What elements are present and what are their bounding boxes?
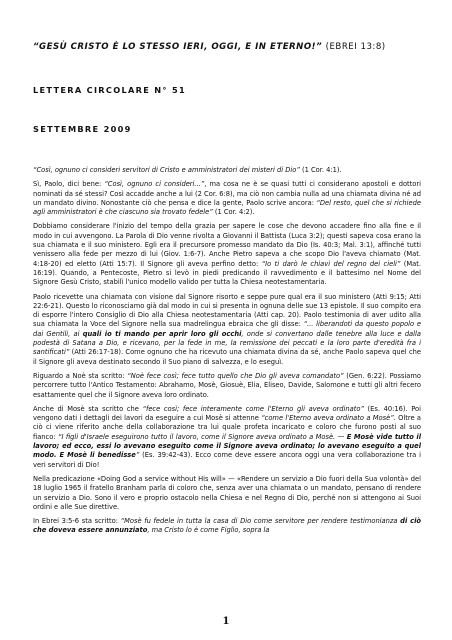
quoted-scripture: “fece così; fece interamente come l'Eterno gli aveva ordinato” <box>142 404 364 413</box>
quoted-scripture: “Così, ognuno ci consideri...” <box>104 180 205 189</box>
paragraph-text: (1 Cor. 4:2). <box>212 208 255 217</box>
body-paragraph <box>33 293 421 367</box>
paragraph-text: Riguardo a Noè sta scritto: <box>33 371 128 380</box>
paragraph-text: Nella predicazione «Doing God a service without His will» — «Rendere un servizio a Dio fuori della Sua volontà» del 18 luglio 1965 il fratello Branham parla di coloro che, senza aver una chiamata o un mandato, pensano di rendere un servizio a Dio. Sono il vero e proprio ostacolo nella Chiesa e nel Regno di Dio, perché non si attengono ai Suoi ordini e alle Sue direttive. <box>33 474 421 511</box>
page-number: 1 <box>222 616 230 627</box>
paragraph-text: (1 Cor. 4:1). <box>299 166 342 174</box>
document-title <box>33 42 423 52</box>
body-paragraph <box>33 405 421 470</box>
quoted-scripture: di ciò che doveva essere annunziato <box>33 517 421 535</box>
paragraph-text: In Ebrei 3:5-6 sta scritto: <box>33 517 121 526</box>
paragraph-text: Dobbiamo considerare l'inizio del tempo della grazia per sapere le cose che devono accadere fino alla fine e il modo in cui avvengono. La Parola di Dio venne rivolta a Giovanni il Battista (Luca 3:2); questi sapeva cosa erano la sua chiamata e il suo ministero. Egli era il precursore promesso mandato da Dio (Is. 40:3; Mal. 3:1), affinché tutti venissero alla fede per mezzo di lui (Giov. 1:6-7). Anche Pietro sapeva a che scopo Dio l'aveva chiamato (Mat. 4:18-20) ed eletto (Atti 15:7). Il Signore gli aveva perfino detto: <box>33 222 421 268</box>
quoted-scripture: “Mosè fu fedele in tutta la casa di Dio come servitore per rendere testimonianza <box>120 517 401 526</box>
body-paragraph <box>33 517 421 536</box>
quoted-scripture: “Noè fece così; fece tutto quello che Dio gli aveva comandato” <box>127 371 344 380</box>
paragraph-text: , ma cosa ne è se quasi tutti ci considerano apostoli e dottori nominati da sé stessi? Così accadde anche a lui (2 Cor. 6:8), ma ciò non cambia nulla ad una chiamata divina né ad un mandato divino. Nonostante ciò che pensa e dice la gente, Paolo scrive ancora: <box>33 180 421 207</box>
quoted-scripture: “Così, ognuno ci consideri servitori di Cristo e amministratori dei misteri di Dio” <box>33 166 300 174</box>
quoted-scripture: , onde si convertano dalle tenebre alla luce e dalla podestà di Satana a Dio, e ricevano, per la fede in me, la remissione dei peccati e la loro parte d'eredità fra i santificati” <box>33 329 421 357</box>
paragraph-text: . Oltre a ciò ci viene riferito anche della collaborazione tra lui quale profeta incaricato e coloro che furono posti al suo fianco: <box>33 414 422 441</box>
paragraph-text: (Es. 40:16). Poi vengono dati i dettagli dei lavori da eseguire a cui Mosè si attenne <box>33 404 421 423</box>
title-quote: “GESÙ CRISTO È LO STESSO IERI, OGGI, E IN ETERNO!” <box>33 42 323 52</box>
body-paragraph <box>33 166 421 175</box>
body-paragraph <box>33 180 421 217</box>
quoted-scripture: “Del resto, quel che si richiede agli amministratori è che ciascuno sia trovato fedele” <box>33 198 421 217</box>
paragraph-text: Sì, Paolo, dici bene: <box>33 180 105 189</box>
quoted-scripture: “I figli d'Israele eseguirono tutto il lavoro, come il Signore aveva ordinato a Mosè. — <box>57 432 347 441</box>
letter-heading: LETTERA CIRCOLARE N° 51 <box>33 85 186 95</box>
quoted-scripture: “... liberandoti da questo popolo e dai Gentili, ai <box>33 320 421 338</box>
paragraph-text: (Atti 26:17-18). Come ognuno che ha ricevuto una chiamata divina da sé, anche Paolo sapeva quel che il Signore gli aveva destinato secondo il Suo piano di salvezza, e lo eseguì. <box>33 348 421 366</box>
paragraph-text: Paolo ricevette una chiamata con visione dal Signore risorto e seppe pure qual era il suo ministero (Atti 9:15; Atti 22:6-21). Questo lo riconosciamo già dal modo in cui si presenta in ognuna delle sue 13 epistole. Il suo compito era di esporre l'intero Consiglio di Dio alla Chiesa neotestamentaria (Atti cap. 20). Paolo testimonia di aver udito alla sua chiamata la Voce del Signore nella sua madrelingua ebraica che gli disse: <box>33 292 421 329</box>
body-paragraph <box>33 372 421 400</box>
quoted-scripture: , ma Cristo lo è come Figlio, sopra la <box>147 526 270 535</box>
paragraph-text: (Es. 39:42-43). Ecco come deve essere ancora oggi una vera collaborazione tra i veri servitori di Dio! <box>33 451 421 469</box>
quoted-scripture: “come l'Eterno aveva ordinato a Mosè” <box>261 414 394 423</box>
letter-body <box>33 166 421 541</box>
quoted-scripture: “Io ti darò le chiavi del regno dei cieli” <box>261 259 401 268</box>
paragraph-text: (Mat. 16:19). Quando, a Pentecoste, Pietro si levò in piedi predicando il ravvedimento e il battesimo nel Nome del Signore Gesù Cristo, stabilì l'unico modello valido per tutta la Chiesa neotestamentaria. <box>33 259 421 287</box>
body-paragraph <box>33 475 421 512</box>
quoted-scripture: ” <box>135 451 140 460</box>
paragraph-text: Anche di Mosè sta scritto che <box>33 404 143 413</box>
title-reference: (EBREI 13:8) <box>325 42 386 52</box>
paragraph-text: (Gen. 6:22). Possiamo percorrere tutto l'Antico Testamento: Abrahamo, Mosè, Giosuè, Elia, Eliseo, Davide, Salomone e tutti gli altri fecero esattamente quel che il Signore aveva loro ordinato. <box>33 371 421 399</box>
quoted-scripture: quali io ti mando per aprir loro gli occhi <box>82 329 242 338</box>
body-paragraph <box>33 222 421 287</box>
quoted-scripture: E Mosè vide tutto il lavoro; ed ecco, essi lo avevano eseguito come il Signore aveva ordinato; lo avevano eseguito a quel modo. E Mosè li benedisse <box>33 432 421 460</box>
date-heading: SETTEMBRE 2009 <box>33 124 132 134</box>
